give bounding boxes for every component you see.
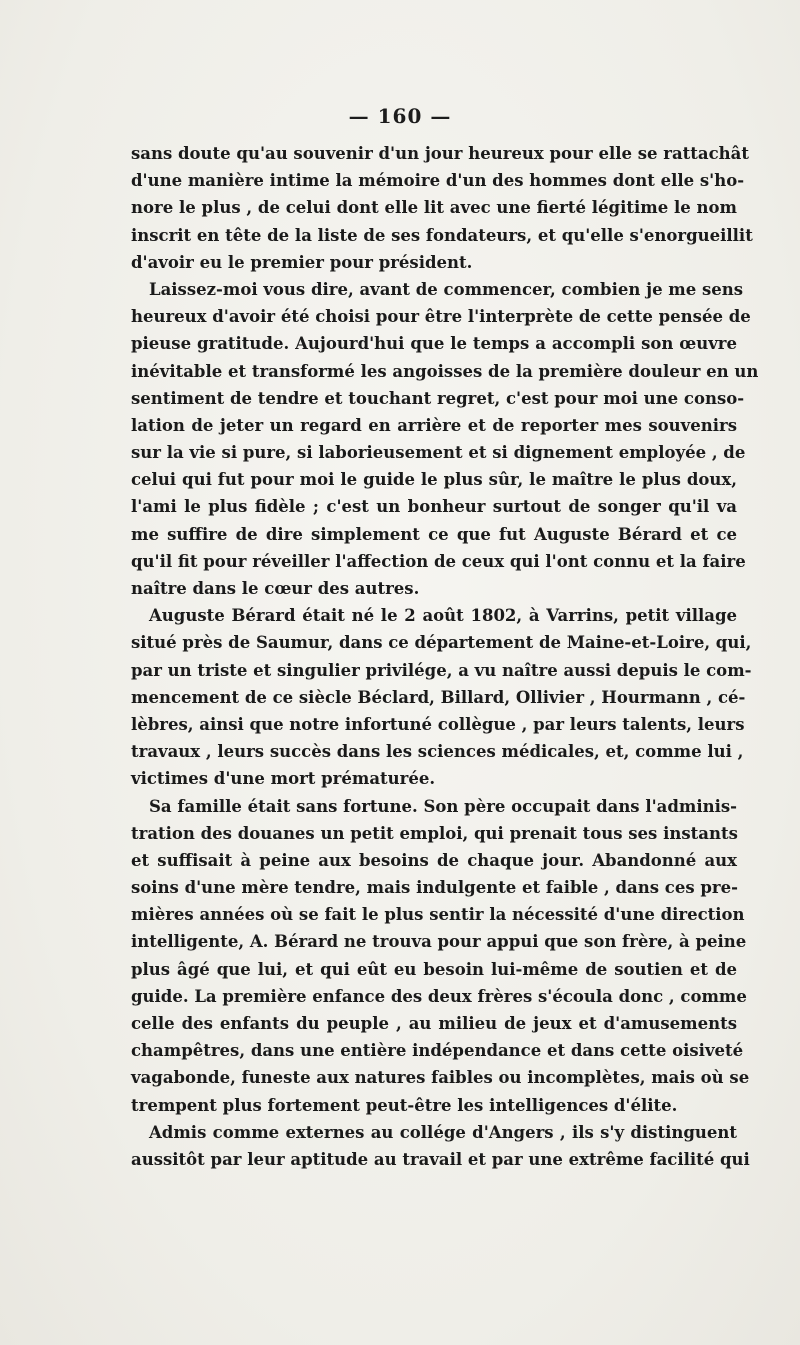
text-line: lèbres, ainsi que notre infortuné collègue , par leurs talents, leurs bbox=[131, 714, 745, 734]
text-line: Admis comme externes au collége d'Angers , ils s'y distinguent bbox=[149, 1122, 737, 1142]
text-line: travaux , leurs succès dans les sciences médicales, et, comme lui , bbox=[131, 742, 744, 762]
text-line: heureux d'avoir été choisi pour être l'interprète de cette pensée de bbox=[131, 307, 751, 327]
paragraph bbox=[131, 140, 753, 276]
text-line: lation de jeter un regard en arrière et de reporter mes souvenirs bbox=[131, 415, 737, 435]
text-line: qu'il fit pour réveiller l'affection de ceux qui l'ont connu et la faire bbox=[131, 551, 746, 571]
paragraph bbox=[131, 1119, 750, 1173]
text-line: sentiment de tendre et touchant regret, c'est pour moi une conso- bbox=[131, 388, 745, 408]
text-line: Laissez-moi vous dire, avant de commencer, combien je me sens bbox=[149, 279, 744, 299]
text-line: l'ami le plus fidèle ; c'est un bonheur surtout de songer qu'il va bbox=[131, 497, 737, 517]
text-line: mières années où se fait le plus sentir la nécessité d'une direction bbox=[131, 905, 745, 925]
text-line: celle des enfants du peuple , au milieu de jeux et d'amusements bbox=[131, 1014, 737, 1033]
text-line: tration des douanes un petit emploi, qui prenait tous ses instants bbox=[131, 823, 738, 843]
paragraph bbox=[131, 793, 750, 1119]
text-line: Sa famille était sans fortune. Son père occupait dans l'adminis- bbox=[149, 796, 738, 816]
text-line: intelligente, A. Bérard ne trouva pour appui que son frère, à peine bbox=[131, 932, 747, 952]
text-line: aussitôt par leur aptitude au travail et par une extrême facilité qui bbox=[131, 1149, 750, 1169]
text-line: mencement de ce siècle Béclard, Billard, Ollivier , Hourmann , cé- bbox=[131, 687, 746, 707]
text-line: sur la vie si pure, si laborieusement et si dignement employée , de bbox=[131, 443, 746, 463]
text-line: situé près de Saumur, dans ce département de Maine-et-Loire, qui, bbox=[131, 633, 752, 653]
page-number: — 160 — bbox=[348, 104, 452, 128]
text-line: pieuse gratitude. Aujourd'hui que le temps a accompli son œuvre bbox=[131, 334, 737, 354]
text-line: inévitable et transformé les angoisses de la première douleur en un bbox=[131, 361, 759, 381]
text-line: celui qui fut pour moi le guide le plus sûr, le maître le plus doux, bbox=[131, 470, 737, 490]
text-line: plus âgé que lui, et qui eût eu besoin lui-même de soutien et de bbox=[131, 959, 737, 979]
text-line: nore le plus , de celui dont elle lit avec une fierté légitime le nom bbox=[131, 198, 737, 218]
text-line: me suffire de dire simplement ce que fut Auguste Bérard et ce bbox=[131, 524, 737, 544]
text-line: sans doute qu'au souvenir d'un jour heureux pour elle se rattachât bbox=[131, 144, 749, 163]
text-line: guide. La première enfance des deux frères s'écoula donc , comme bbox=[131, 986, 747, 1006]
body-text bbox=[131, 140, 759, 1173]
text-line: trempent plus fortement peut-être les intelligences d'élite. bbox=[131, 1095, 678, 1115]
text-line: d'une manière intime la mémoire d'un des hommes dont elle s'ho- bbox=[131, 171, 745, 191]
text-line: vagabonde, funeste aux natures faibles ou incomplètes, mais où se bbox=[131, 1068, 750, 1088]
text-line: et suffisait à peine aux besoins de chaque jour. Abandonné aux bbox=[131, 850, 737, 870]
paragraph bbox=[131, 602, 752, 792]
text-line: inscrit en tête de la liste de ses fondateurs, et qu'elle s'enorgueillit bbox=[131, 225, 753, 245]
text-line: naître dans le cœur des autres. bbox=[131, 579, 420, 598]
text-line: par un triste et singulier privilége, a vu naître aussi depuis le com- bbox=[131, 660, 752, 680]
paragraph bbox=[131, 276, 759, 602]
text-line: Auguste Bérard était né le 2 août 1802, à Varrins, petit village bbox=[149, 606, 737, 626]
text-line: victimes d'une mort prématurée. bbox=[131, 769, 436, 789]
text-line: d'avoir eu le premier pour président. bbox=[131, 252, 473, 272]
text-line: soins d'une mère tendre, mais indulgente et faible , dans ces pre- bbox=[131, 878, 738, 898]
text-line: champêtres, dans une entière indépendance et dans cette oisiveté bbox=[131, 1041, 744, 1061]
